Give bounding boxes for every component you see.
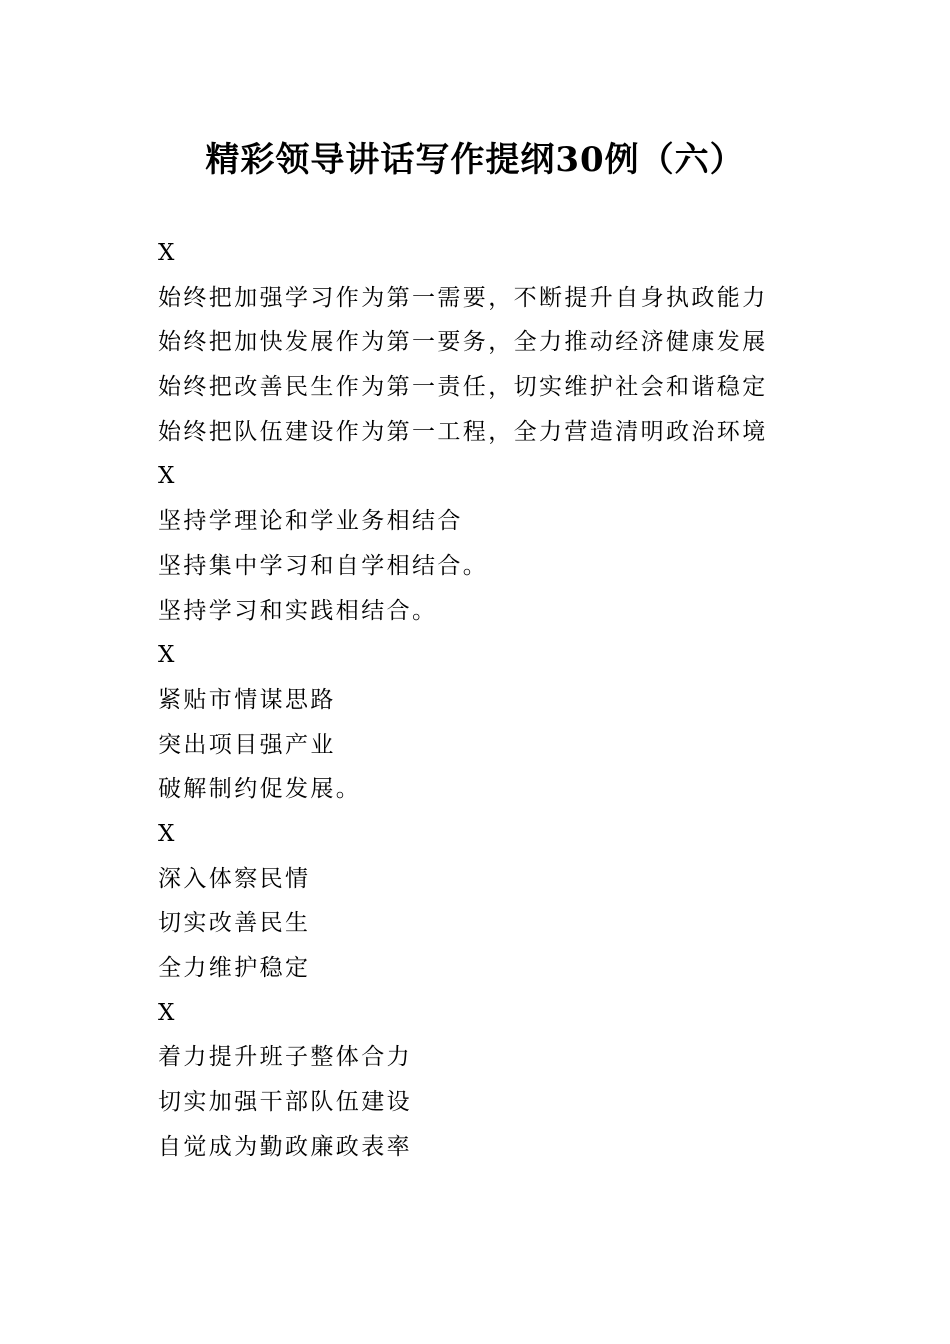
section-marker: X bbox=[158, 463, 177, 490]
outline-line: 始终把加强学习作为第一需要，不断提升自身执政能力 bbox=[158, 284, 768, 311]
outline-line: 着力提升班子整体合力 bbox=[158, 1044, 412, 1071]
outline-line: 切实加强干部队伍建设 bbox=[158, 1089, 412, 1116]
outline-line: 坚持学习和实践相结合。 bbox=[158, 597, 438, 624]
outline-line: 深入体察民情 bbox=[158, 865, 311, 892]
section-marker: X bbox=[158, 820, 177, 847]
outline-line: 自觉成为勤政廉政表率 bbox=[158, 1133, 412, 1160]
document-body bbox=[158, 231, 798, 1169]
outline-line: 坚持集中学习和自学相结合。 bbox=[158, 552, 489, 579]
document-title: 精彩领导讲话写作提纲30例（六） bbox=[205, 140, 745, 180]
outline-line: 紧贴市情谋思路 bbox=[158, 686, 336, 713]
outline-line: 破解制约促发展。 bbox=[158, 776, 362, 803]
section-marker: X bbox=[158, 240, 177, 266]
outline-line: 突出项目强产业 bbox=[158, 731, 336, 758]
outline-line: 始终把改善民生作为第一责任，切实维护社会和谐稳定 bbox=[158, 374, 768, 401]
outline-line: 全力维护稳定 bbox=[158, 955, 311, 981]
outline-line: 切实改善民生 bbox=[158, 910, 311, 937]
outline-line: 始终把队伍建设作为第一工程，全力营造清明政治环境 bbox=[158, 418, 768, 445]
section-marker: X bbox=[158, 642, 177, 669]
section-marker: X bbox=[158, 999, 177, 1026]
outline-line: 坚持学理论和学业务相结合 bbox=[158, 508, 463, 535]
outline-line: 始终把加快发展作为第一要务，全力推动经济健康发展 bbox=[158, 329, 768, 356]
